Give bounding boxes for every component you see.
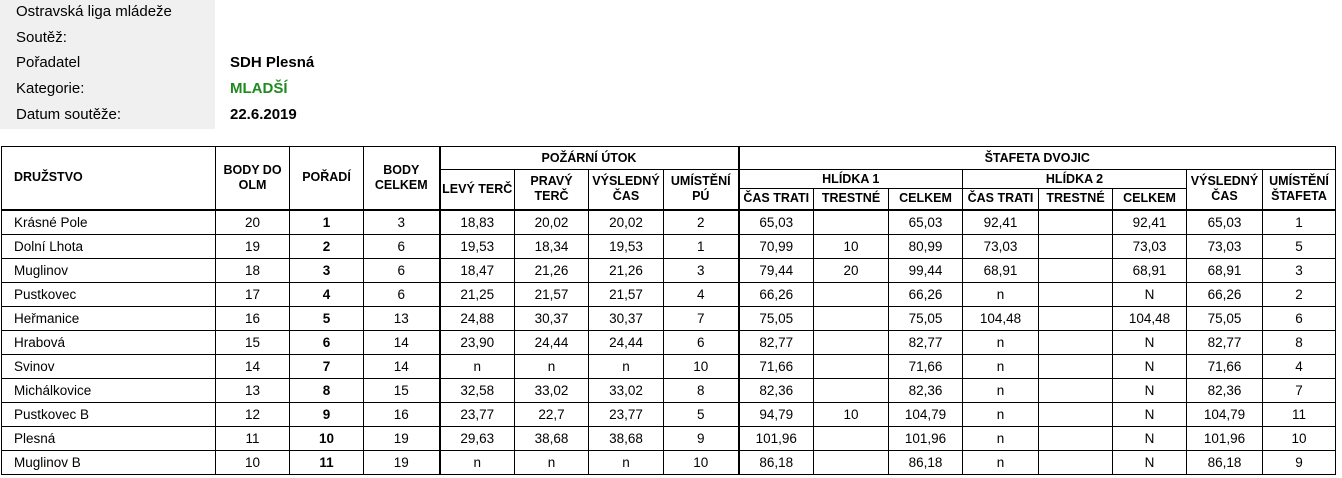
- cell-points-olm: 17: [216, 282, 290, 306]
- cell-points-olm: 11: [216, 426, 290, 450]
- cell-relay-placement: 8: [1263, 330, 1336, 354]
- cell-points-olm: 10: [216, 450, 290, 474]
- cell-relay-placement: 10: [1263, 426, 1336, 450]
- cell-points-olm: 20: [216, 210, 290, 235]
- cell-p1-track-time: 86,18: [739, 450, 814, 474]
- header-left-target: LEVÝ TERČ: [440, 170, 515, 210]
- cell-p1-total: 71,66: [889, 354, 963, 378]
- cell-team: Muglinov B: [2, 450, 216, 474]
- cell-p2-penalty: [1039, 258, 1113, 282]
- cell-points-total: 15: [364, 378, 440, 402]
- cell-result-time: 24,44: [589, 330, 664, 354]
- cell-p1-penalty: [814, 426, 889, 450]
- table-row: [2, 450, 1336, 474]
- results-table: [1, 146, 1336, 475]
- header-p2-penalty: TRESTNÉ: [1039, 189, 1113, 210]
- cell-p2-total: 73,03: [1113, 234, 1187, 258]
- cell-p1-track-time: 66,26: [739, 282, 814, 306]
- cell-points-total: 19: [364, 450, 440, 474]
- cell-right-target: 21,57: [515, 282, 589, 306]
- cell-result-time: 20,02: [589, 210, 664, 235]
- cell-points-total: 6: [364, 258, 440, 282]
- cell-relay-placement: 9: [1263, 450, 1336, 474]
- cell-p2-total: 68,91: [1113, 258, 1187, 282]
- cell-left-target: 23,90: [440, 330, 515, 354]
- header-p1-track-time: ČAS TRATI: [739, 189, 814, 210]
- cell-left-target: 19,53: [440, 234, 515, 258]
- cell-result-time: 21,26: [589, 258, 664, 282]
- organizer-value: SDH Plesná: [230, 54, 315, 71]
- cell-team: Dolní Lhota: [2, 234, 216, 258]
- table-row: [2, 426, 1336, 450]
- cell-p2-penalty: [1039, 210, 1113, 235]
- cell-p2-penalty: [1039, 234, 1113, 258]
- cell-team: Muglinov: [2, 258, 216, 282]
- cell-left-target: 18,47: [440, 258, 515, 282]
- cell-placement-pu: 1: [664, 234, 739, 258]
- cell-right-target: n: [515, 354, 589, 378]
- header-patrol-2: HLÍDKA 2: [963, 170, 1187, 189]
- cell-p2-track-time: n: [963, 402, 1039, 426]
- cell-p1-total: 66,26: [889, 282, 963, 306]
- cell-left-target: 18,83: [440, 210, 515, 235]
- cell-p2-track-time: n: [963, 282, 1039, 306]
- cell-p2-penalty: [1039, 330, 1113, 354]
- cell-p1-total: 80,99: [889, 234, 963, 258]
- cell-p1-track-time: 82,77: [739, 330, 814, 354]
- cell-p1-total: 82,77: [889, 330, 963, 354]
- cell-p2-total: N: [1113, 378, 1187, 402]
- cell-p2-penalty: [1039, 282, 1113, 306]
- cell-p1-track-time: 79,44: [739, 258, 814, 282]
- cell-p1-penalty: [814, 306, 889, 330]
- organizer-label: Pořadatel: [16, 54, 81, 71]
- cell-left-target: n: [440, 354, 515, 378]
- cell-left-target: 23,77: [440, 402, 515, 426]
- cell-relay-result-time: 66,26: [1187, 282, 1263, 306]
- cell-rank: 7: [290, 354, 364, 378]
- cell-points-olm: 13: [216, 378, 290, 402]
- cell-p1-total: 101,96: [889, 426, 963, 450]
- cell-relay-result-time: 82,36: [1187, 378, 1263, 402]
- cell-p2-penalty: [1039, 426, 1113, 450]
- cell-relay-placement: 6: [1263, 306, 1336, 330]
- cell-team: Pustkovec B: [2, 402, 216, 426]
- cell-relay-placement: 4: [1263, 354, 1336, 378]
- cell-p1-penalty: 10: [814, 234, 889, 258]
- cell-p2-track-time: 73,03: [963, 234, 1039, 258]
- cell-right-target: 20,02: [515, 210, 589, 235]
- header-right-target: PRAVÝ TERČ: [515, 170, 589, 210]
- cell-p1-penalty: [814, 282, 889, 306]
- cell-relay-result-time: 101,96: [1187, 426, 1263, 450]
- header-p2-total: CELKEM: [1113, 189, 1187, 210]
- cell-p1-total: 104,79: [889, 402, 963, 426]
- table-row: [2, 378, 1336, 402]
- cell-p2-total: 92,41: [1113, 210, 1187, 235]
- table-row: [2, 282, 1336, 306]
- cell-placement-pu: 2: [664, 210, 739, 235]
- table-row: [2, 354, 1336, 378]
- cell-result-time: n: [589, 354, 664, 378]
- category-value: MLADŠÍ: [230, 80, 288, 97]
- cell-left-target: 24,88: [440, 306, 515, 330]
- cell-relay-result-time: 75,05: [1187, 306, 1263, 330]
- cell-p1-penalty: 10: [814, 402, 889, 426]
- cell-rank: 5: [290, 306, 364, 330]
- cell-p1-penalty: [814, 450, 889, 474]
- cell-team: Michálkovice: [2, 378, 216, 402]
- cell-p1-track-time: 65,03: [739, 210, 814, 235]
- cell-right-target: 33,02: [515, 378, 589, 402]
- cell-points-olm: 15: [216, 330, 290, 354]
- cell-result-time: 38,68: [589, 426, 664, 450]
- cell-placement-pu: 5: [664, 402, 739, 426]
- cell-p1-penalty: [814, 378, 889, 402]
- cell-points-total: 14: [364, 330, 440, 354]
- cell-relay-result-time: 86,18: [1187, 450, 1263, 474]
- cell-rank: 2: [290, 234, 364, 258]
- header-team: DRUŽSTVO: [2, 147, 216, 210]
- cell-p1-track-time: 101,96: [739, 426, 814, 450]
- cell-p2-penalty: [1039, 306, 1113, 330]
- cell-points-olm: 19: [216, 234, 290, 258]
- cell-team: Hrabová: [2, 330, 216, 354]
- cell-p2-penalty: [1039, 450, 1113, 474]
- cell-p2-penalty: [1039, 402, 1113, 426]
- cell-points-total: 3: [364, 210, 440, 235]
- cell-team: Krásné Pole: [2, 210, 216, 235]
- cell-p1-penalty: 20: [814, 258, 889, 282]
- cell-result-time: 33,02: [589, 378, 664, 402]
- cell-p2-total: N: [1113, 330, 1187, 354]
- cell-points-total: 19: [364, 426, 440, 450]
- cell-placement-pu: 9: [664, 426, 739, 450]
- cell-relay-result-time: 68,91: [1187, 258, 1263, 282]
- league-name: Ostravská liga mládeže: [16, 3, 172, 20]
- header-result-time: VÝSLEDNÝ ČAS: [589, 170, 664, 210]
- cell-result-time: 23,77: [589, 402, 664, 426]
- cell-left-target: 21,25: [440, 282, 515, 306]
- cell-relay-placement: 11: [1263, 402, 1336, 426]
- cell-rank: 1: [290, 210, 364, 235]
- cell-points-total: 6: [364, 234, 440, 258]
- cell-p1-track-time: 70,99: [739, 234, 814, 258]
- cell-right-target: n: [515, 450, 589, 474]
- cell-p1-penalty: [814, 330, 889, 354]
- cell-placement-pu: 10: [664, 354, 739, 378]
- cell-relay-result-time: 104,79: [1187, 402, 1263, 426]
- cell-p2-track-time: n: [963, 450, 1039, 474]
- cell-rank: 6: [290, 330, 364, 354]
- header-patrol-1: HLÍDKA 1: [739, 170, 963, 189]
- cell-p2-track-time: n: [963, 378, 1039, 402]
- cell-result-time: 21,57: [589, 282, 664, 306]
- cell-right-target: 30,37: [515, 306, 589, 330]
- cell-result-time: 30,37: [589, 306, 664, 330]
- cell-p2-track-time: 92,41: [963, 210, 1039, 235]
- cell-p1-total: 75,05: [889, 306, 963, 330]
- header-placement-pu: UMÍSTĚNÍ PÚ: [664, 170, 739, 210]
- cell-points-total: 14: [364, 354, 440, 378]
- cell-right-target: 21,26: [515, 258, 589, 282]
- cell-p2-penalty: [1039, 354, 1113, 378]
- cell-left-target: 29,63: [440, 426, 515, 450]
- cell-p1-track-time: 82,36: [739, 378, 814, 402]
- cell-points-olm: 12: [216, 402, 290, 426]
- category-label: Kategorie:: [16, 80, 85, 97]
- cell-team: Svinov: [2, 354, 216, 378]
- cell-relay-result-time: 65,03: [1187, 210, 1263, 235]
- cell-result-time: n: [589, 450, 664, 474]
- cell-p1-penalty: [814, 210, 889, 235]
- table-row: [2, 306, 1336, 330]
- cell-left-target: n: [440, 450, 515, 474]
- cell-relay-result-time: 82,77: [1187, 330, 1263, 354]
- cell-p1-penalty: [814, 354, 889, 378]
- cell-rank: 8: [290, 378, 364, 402]
- table-row: [2, 330, 1336, 354]
- header-rank: POŘADÍ: [290, 147, 364, 210]
- cell-left-target: 32,58: [440, 378, 515, 402]
- table-row: [2, 210, 1336, 235]
- cell-relay-placement: 5: [1263, 234, 1336, 258]
- cell-p2-track-time: n: [963, 330, 1039, 354]
- cell-p2-total: 104,48: [1113, 306, 1187, 330]
- header-relay-result-time: VÝSLEDNÝ ČAS: [1187, 170, 1263, 210]
- cell-p1-total: 82,36: [889, 378, 963, 402]
- cell-rank: 11: [290, 450, 364, 474]
- header-p2-track-time: ČAS TRATI: [963, 189, 1039, 210]
- cell-team: Plesná: [2, 426, 216, 450]
- header-points-olm: BODY DO OLM: [216, 147, 290, 210]
- cell-relay-placement: 7: [1263, 378, 1336, 402]
- cell-p1-total: 86,18: [889, 450, 963, 474]
- date-label: Datum soutěže:: [16, 106, 122, 123]
- cell-p2-total: N: [1113, 450, 1187, 474]
- cell-placement-pu: 6: [664, 330, 739, 354]
- cell-p2-total: N: [1113, 402, 1187, 426]
- cell-rank: 3: [290, 258, 364, 282]
- cell-points-total: 16: [364, 402, 440, 426]
- cell-p2-penalty: [1039, 378, 1113, 402]
- table-row: [2, 402, 1336, 426]
- cell-relay-result-time: 71,66: [1187, 354, 1263, 378]
- cell-p1-track-time: 75,05: [739, 306, 814, 330]
- cell-p2-total: N: [1113, 282, 1187, 306]
- cell-right-target: 22,7: [515, 402, 589, 426]
- cell-relay-placement: 2: [1263, 282, 1336, 306]
- header-p1-total: CELKEM: [889, 189, 963, 210]
- cell-rank: 4: [290, 282, 364, 306]
- header-relay-placement: UMÍSTĚNÍ ŠTAFETA: [1263, 170, 1336, 210]
- cell-placement-pu: 3: [664, 258, 739, 282]
- cell-p1-total: 65,03: [889, 210, 963, 235]
- cell-placement-pu: 10: [664, 450, 739, 474]
- cell-p1-track-time: 94,79: [739, 402, 814, 426]
- cell-placement-pu: 7: [664, 306, 739, 330]
- cell-p1-total: 99,44: [889, 258, 963, 282]
- competition-label: Soutěž:: [16, 29, 67, 46]
- table-row: [2, 234, 1336, 258]
- cell-p1-track-time: 71,66: [739, 354, 814, 378]
- cell-placement-pu: 4: [664, 282, 739, 306]
- cell-relay-placement: 3: [1263, 258, 1336, 282]
- header-p1-penalty: TRESTNÉ: [814, 189, 889, 210]
- cell-team: Heřmanice: [2, 306, 216, 330]
- header-points-total: BODY CELKEM: [364, 147, 440, 210]
- cell-p2-total: N: [1113, 354, 1187, 378]
- cell-result-time: 19,53: [589, 234, 664, 258]
- header-fire-attack: POŽÁRNÍ ÚTOK: [440, 147, 739, 170]
- cell-right-target: 18,34: [515, 234, 589, 258]
- cell-right-target: 38,68: [515, 426, 589, 450]
- cell-points-olm: 16: [216, 306, 290, 330]
- header-relay: ŠTAFETA DVOJIC: [739, 147, 1336, 170]
- cell-p2-track-time: 104,48: [963, 306, 1039, 330]
- cell-points-total: 13: [364, 306, 440, 330]
- cell-p2-track-time: n: [963, 354, 1039, 378]
- cell-p2-total: N: [1113, 426, 1187, 450]
- cell-rank: 9: [290, 402, 364, 426]
- table-row: [2, 258, 1336, 282]
- cell-relay-placement: 1: [1263, 210, 1336, 235]
- cell-points-olm: 14: [216, 354, 290, 378]
- cell-right-target: 24,44: [515, 330, 589, 354]
- cell-p2-track-time: 68,91: [963, 258, 1039, 282]
- date-value: 22.6.2019: [230, 106, 297, 123]
- cell-points-total: 6: [364, 282, 440, 306]
- cell-rank: 10: [290, 426, 364, 450]
- cell-p2-track-time: n: [963, 426, 1039, 450]
- cell-placement-pu: 8: [664, 378, 739, 402]
- cell-points-olm: 18: [216, 258, 290, 282]
- cell-relay-result-time: 73,03: [1187, 234, 1263, 258]
- cell-team: Pustkovec: [2, 282, 216, 306]
